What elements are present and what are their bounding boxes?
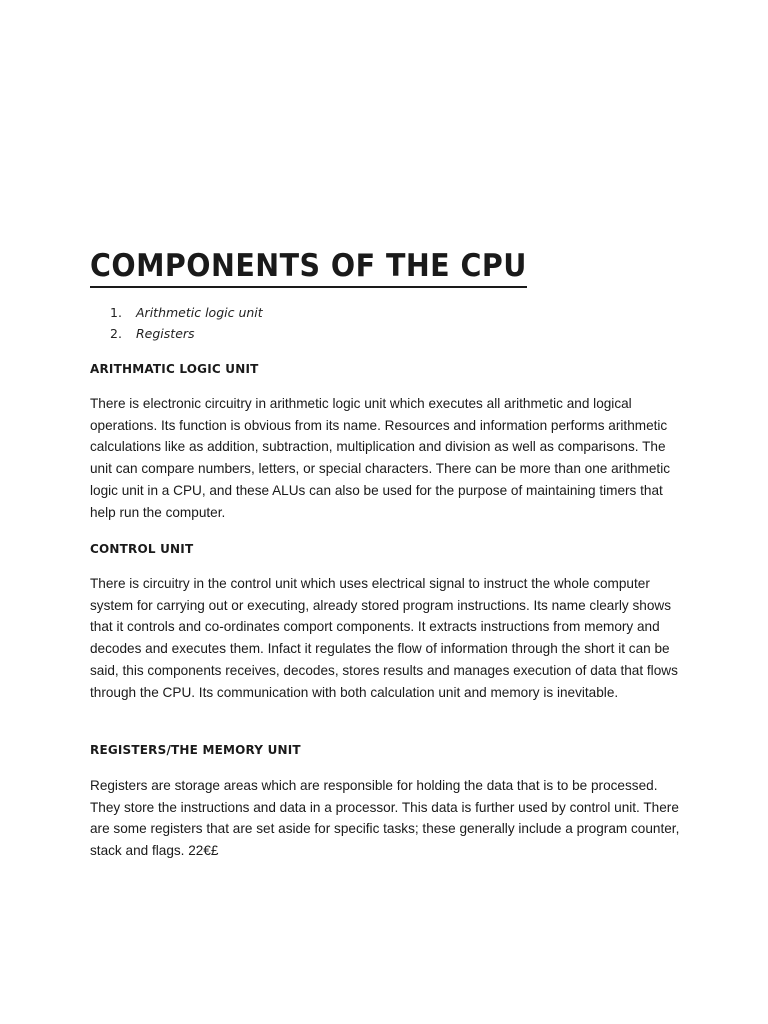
list-item [110, 323, 263, 344]
page-title: COMPONENTS OF THE CPU [90, 246, 527, 288]
section-body-control-unit: There is circuitry in the control unit which uses electrical signal to instruct the whole computer system for carrying out or executing, already stored program instructions. Its name clearly shows that it controls and co-ordinates comport components. It extracts instructions from memory and decodes and executes them. Infact it regulates the flow of information through the short it can be said, this components receives, decodes, stores results and manages execution of data that flows through the CPU. Its communication with both calculation unit and memory is inevitable. [90, 576, 678, 700]
list-item-number: 2. [110, 326, 122, 341]
section-heading-registers: REGISTERS/THE MEMORY UNIT [90, 743, 301, 757]
section-heading-alu: ARITHMATIC LOGIC UNIT [90, 362, 259, 376]
list-item [110, 302, 263, 323]
section-body-alu: There is electronic circuitry in arithmetic logic unit which executes all arithmetic and logical operations. Its function is obvious from its name. Resources and information performs arithmetic calculations like as addition, subtraction, multiplication and division as well as comparisons. The unit can compare numbers, letters, or special characters. There can be more than one arithmetic logic unit in a CPU, and these ALUs can also be used for the purpose of maintaining timers that help run the computer. [90, 396, 671, 520]
section-heading-control-unit: CONTROL UNIT [90, 542, 194, 556]
list-item-text: Registers [136, 326, 195, 341]
list-item-text: Arithmetic logic unit [136, 305, 263, 320]
contents-list [110, 302, 263, 344]
section-body-registers: Registers are storage areas which are responsible for holding the data that is to be processed. They store the instructions and data in a processor. This data is further used by control unit. There are some registers that are set aside for specific tasks; these generally include a program counter, stack and flags. 22€£ [90, 778, 680, 859]
list-item-number: 1. [110, 305, 122, 320]
